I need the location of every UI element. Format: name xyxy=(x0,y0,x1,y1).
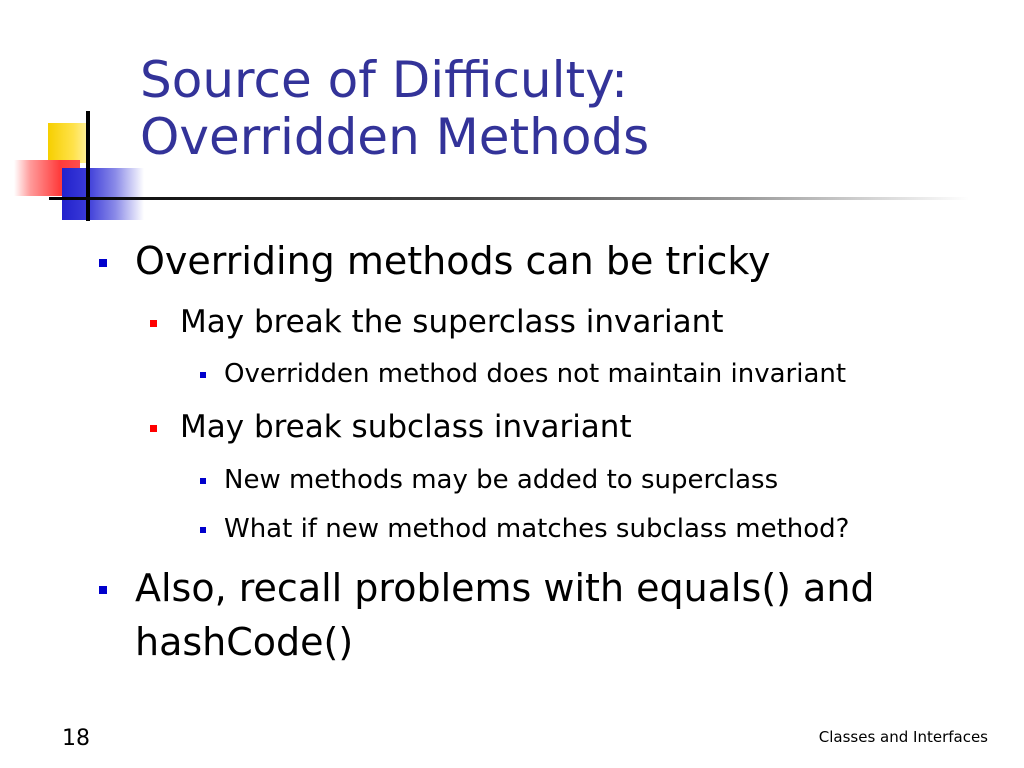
title-line-1: Source of Difficulty: xyxy=(140,51,628,109)
square-bullet-icon xyxy=(150,320,157,327)
square-bullet-icon xyxy=(200,527,206,533)
bullet-text: Also, recall problems with equals() and xyxy=(135,566,875,610)
bullet-item xyxy=(135,566,875,611)
square-bullet-icon xyxy=(99,586,107,594)
bullet-item xyxy=(224,464,778,496)
square-bullet-icon xyxy=(200,478,206,484)
bullet-text: New methods may be added to superclass xyxy=(224,465,779,495)
square-bullet-icon xyxy=(99,259,107,267)
page-number: 18 xyxy=(62,726,90,751)
bullet-item xyxy=(180,303,723,341)
bullet-item xyxy=(180,408,632,446)
bullet-item xyxy=(224,358,846,390)
bullet-text: May break the superclass invariant xyxy=(180,304,724,340)
bullet-item xyxy=(135,239,771,284)
bullet-text: Overridden method does not maintain invariant xyxy=(224,359,847,389)
bullet-text: hashCode() xyxy=(135,620,354,664)
square-bullet-icon xyxy=(200,372,206,378)
bullet-item-continuation xyxy=(135,620,353,665)
bullet-item xyxy=(224,513,849,545)
square-bullet-icon xyxy=(150,425,157,432)
bullet-text: May break subclass invariant xyxy=(180,409,632,445)
bullet-text: What if new method matches subclass method? xyxy=(224,514,850,544)
footer-title: Classes and Interfaces xyxy=(818,728,988,746)
title-line-2: Overridden Methods xyxy=(140,108,650,166)
bullet-text: Overriding methods can be tricky xyxy=(135,239,771,283)
